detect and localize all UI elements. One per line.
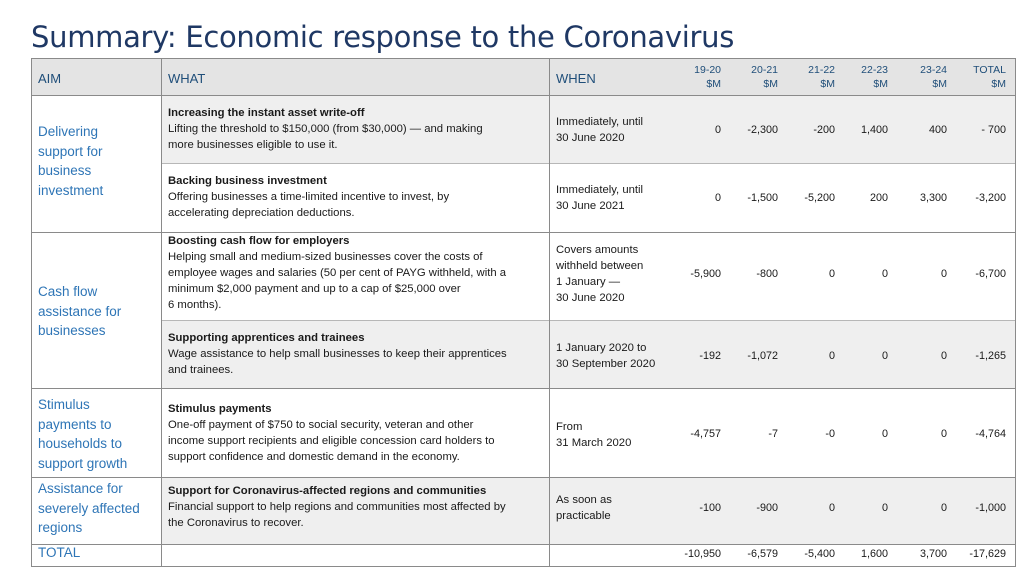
value-cell: -1,500 <box>747 192 778 204</box>
row-desc: support confidence and domestic demand in the economy. <box>168 451 460 463</box>
value-cell: - 700 <box>981 124 1006 136</box>
value-cell: -900 <box>756 502 778 514</box>
header-aim: AIM <box>38 71 62 86</box>
when-line: 30 June 2021 <box>556 200 625 212</box>
aim-line: Stimulus <box>38 397 90 412</box>
unit-label: $M <box>991 78 1006 90</box>
total-value: -10,950 <box>684 548 721 560</box>
row-desc: Helping small and medium-sized businesses cover the costs of <box>168 251 483 263</box>
header-what: WHAT <box>168 71 206 86</box>
year-label: 21-22 <box>808 64 835 76</box>
page-title: Summary: Economic response to the Coronavirus <box>31 20 735 54</box>
aim-line: severely affected <box>38 500 140 516</box>
aim-line: investment <box>38 182 104 198</box>
value-cell: -100 <box>699 502 721 514</box>
year-label: 20-21 <box>751 64 778 76</box>
aim-business-investment <box>38 122 156 200</box>
when-line: 31 March 2020 <box>556 437 632 449</box>
unit-label: $M <box>932 78 947 90</box>
total-value: 1,600 <box>860 548 888 560</box>
value-cell: -7 <box>768 428 778 440</box>
value-cell: -200 <box>813 124 835 136</box>
aim-cash-flow <box>38 282 156 341</box>
row-desc: 6 months). <box>168 299 222 311</box>
value-cell: -6,700 <box>975 268 1006 280</box>
row-desc: the Coronavirus to recover. <box>168 517 304 529</box>
total-label: TOTAL <box>38 545 81 560</box>
total-value: 3,700 <box>919 548 947 560</box>
row-desc: One-off payment of $750 to social security, veteran and other <box>168 419 474 431</box>
when-line: From <box>556 421 583 433</box>
when-line: practicable <box>556 510 611 522</box>
value-cell: -5,200 <box>804 192 835 204</box>
row-desc: Lifting the threshold to $150,000 (from $30,000) — and making <box>168 123 483 135</box>
row-desc: income support recipients and eligible concession card holders to <box>168 435 495 447</box>
row-desc: Offering businesses a time-limited incentive to invest, by <box>168 191 450 203</box>
grid-line <box>1015 58 1016 567</box>
grid-line <box>549 58 550 567</box>
aim-line: households to <box>38 436 123 451</box>
when-line: 30 September 2020 <box>556 358 656 370</box>
row-when <box>556 182 676 214</box>
year-label: 23-24 <box>920 64 947 76</box>
row-desc: minimum $2,000 payment and up to a cap of $25,000 over <box>168 283 461 295</box>
aim-line: support growth <box>38 455 128 471</box>
row-when <box>556 114 676 146</box>
value-cell: -0 <box>825 428 835 440</box>
row-title: Support for Coronavirus-affected regions and communities <box>168 485 487 497</box>
row-what <box>168 401 543 465</box>
summary-table <box>31 58 1016 567</box>
header-total <box>956 63 1006 91</box>
value-cell: 0 <box>881 268 888 280</box>
row-desc: and trainees. <box>168 364 234 376</box>
unit-label: $M <box>873 78 888 90</box>
value-cell: -3,200 <box>975 192 1006 204</box>
header-when: WHEN <box>556 71 596 86</box>
value-cell: 200 <box>869 192 888 204</box>
aim-stimulus <box>38 395 156 473</box>
aim-line: regions <box>38 520 83 535</box>
aim-line: businesses <box>38 323 106 338</box>
value-cell: -1,265 <box>975 350 1006 362</box>
header-year-2223 <box>838 63 888 91</box>
row-desc: more businesses eligible to use it. <box>168 139 338 151</box>
row-title: Backing business investment <box>168 175 327 187</box>
grid-line <box>31 232 1016 233</box>
value-cell: -4,764 <box>975 428 1006 440</box>
row-what <box>168 330 543 378</box>
when-line: 1 January 2020 to <box>556 342 647 354</box>
when-line: As soon as <box>556 494 612 506</box>
value-cell: 0 <box>714 124 721 136</box>
row-desc: accelerating depreciation deductions. <box>168 207 355 219</box>
year-label: 19-20 <box>694 64 721 76</box>
unit-label: $M <box>763 78 778 90</box>
row-when <box>556 492 676 524</box>
row-title: Supporting apprentices and trainees <box>168 332 365 344</box>
when-line: Immediately, until <box>556 116 644 128</box>
value-cell: -1,000 <box>975 502 1006 514</box>
unit-label: $M <box>820 78 835 90</box>
value-cell: 0 <box>714 192 721 204</box>
grid-line <box>161 320 1016 321</box>
value-cell: 0 <box>940 428 947 440</box>
aim-line: Cash flow <box>38 284 98 299</box>
row-desc: employee wages and salaries (50 per cent of PAYG withheld, with a <box>168 267 507 279</box>
value-cell: -800 <box>756 268 778 280</box>
value-cell: 1,400 <box>860 124 888 136</box>
value-cell: 3,300 <box>919 192 947 204</box>
row-when <box>556 340 676 372</box>
when-line: 30 June 2020 <box>556 292 625 304</box>
value-cell: -4,757 <box>690 428 721 440</box>
row-desc: Wage assistance to help small businesses to keep their apprentices <box>168 348 507 360</box>
value-cell: 0 <box>881 350 888 362</box>
row-what <box>168 483 543 531</box>
grid-line <box>31 477 1016 478</box>
grid-line <box>161 58 162 567</box>
value-cell: -1,072 <box>747 350 778 362</box>
header-year-2021 <box>728 63 778 91</box>
unit-label: $M <box>706 78 721 90</box>
when-line: withheld between <box>556 260 644 272</box>
row-title: Increasing the instant asset write-off <box>168 107 365 119</box>
value-cell: 0 <box>828 350 835 362</box>
aim-line: assistance for <box>38 303 122 319</box>
row-title: Boosting cash flow for employers <box>168 235 350 247</box>
value-cell: 400 <box>928 124 947 136</box>
grid-line <box>31 58 32 567</box>
value-cell: -5,900 <box>690 268 721 280</box>
header-year-1920 <box>671 63 721 91</box>
value-cell: -2,300 <box>747 124 778 136</box>
row-what <box>168 233 543 313</box>
value-cell: 0 <box>940 502 947 514</box>
when-line: 1 January — <box>556 276 621 288</box>
year-label: TOTAL <box>973 64 1006 76</box>
header-year-2324 <box>897 63 947 91</box>
row-what <box>168 105 543 153</box>
row-title: Stimulus payments <box>168 403 272 415</box>
aim-line: business <box>38 163 92 178</box>
grid-line <box>161 163 1016 164</box>
aim-line: Delivering <box>38 124 99 139</box>
grid-line <box>31 58 1016 59</box>
aim-line: support for <box>38 143 103 159</box>
when-line: Immediately, until <box>556 184 644 196</box>
value-cell: 0 <box>881 502 888 514</box>
value-cell: 0 <box>940 350 947 362</box>
total-value: -6,579 <box>747 548 778 560</box>
row-when <box>556 419 676 451</box>
value-cell: 0 <box>828 502 835 514</box>
row-desc: Financial support to help regions and communities most affected by <box>168 501 506 513</box>
aim-line: Assistance for <box>38 481 123 496</box>
when-line: Covers amounts <box>556 244 639 256</box>
row-what <box>168 173 543 221</box>
aim-line: payments to <box>38 416 112 432</box>
value-cell: 0 <box>881 428 888 440</box>
value-cell: 0 <box>940 268 947 280</box>
header-year-2122 <box>785 63 835 91</box>
grid-line <box>31 95 1016 96</box>
value-cell: 0 <box>828 268 835 280</box>
total-value: -17,629 <box>969 548 1006 560</box>
grid-line <box>31 566 1016 567</box>
value-cell: -192 <box>699 350 721 362</box>
total-value: -5,400 <box>804 548 835 560</box>
grid-line <box>31 388 1016 389</box>
year-label: 22-23 <box>861 64 888 76</box>
when-line: 30 June 2020 <box>556 132 625 144</box>
aim-affected-regions <box>38 479 156 538</box>
row-when <box>556 242 676 306</box>
grid-line <box>31 544 1016 545</box>
